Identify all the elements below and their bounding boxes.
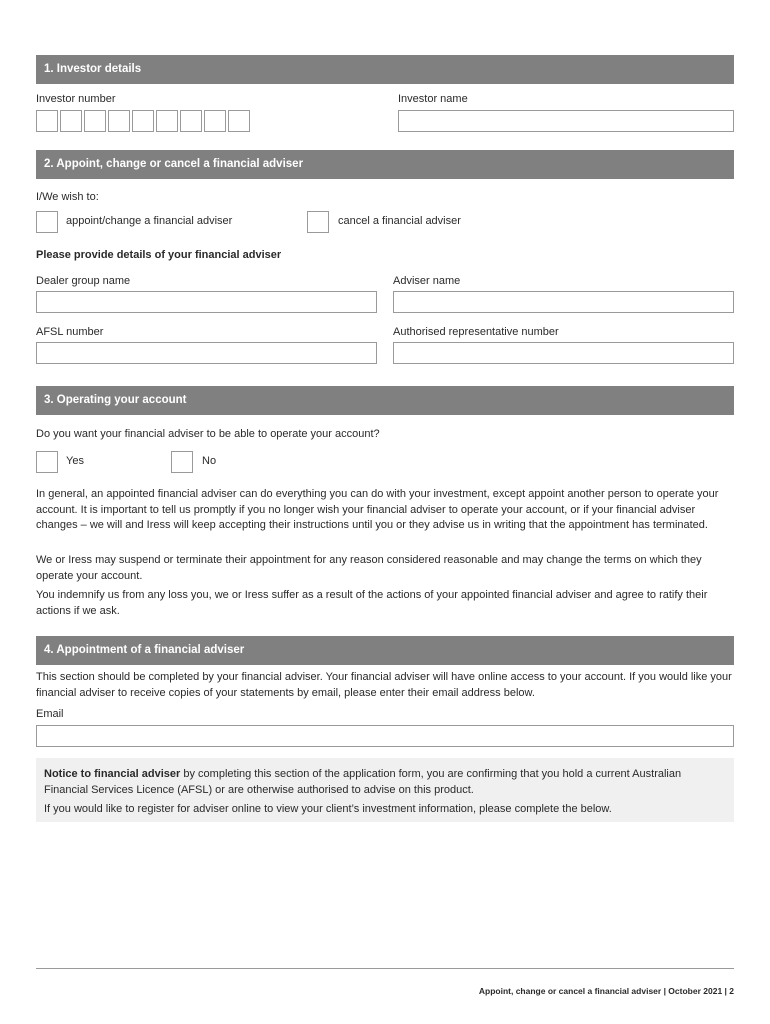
investor-number-label: Investor number [36, 93, 116, 105]
cancel-adviser-label: cancel a financial adviser [338, 215, 461, 227]
investor-number-digit[interactable] [204, 110, 226, 132]
investor-name-field[interactable] [398, 110, 734, 132]
email-label: Email [36, 708, 64, 720]
email-field[interactable] [36, 725, 734, 747]
notice-register-text: If you would like to register for adviser online to view your client’s investment information, please complete the below. [44, 803, 612, 815]
operate-account-paragraph-1: In general, an appointed financial adviser can do everything you can do with your investment, except appoint another person to operate your account. It is important to tell us promptly if you no longer wish your financial adviser to operate your account, or if your financial adviser changes – we will and Iress will keep accepting their instructions until you or they advise us in writing that the appointment has terminated. [36, 488, 719, 531]
operate-account-question: Do you want your financial adviser to be able to operate your account? [36, 428, 380, 440]
operate-account-paragraph-2: We or Iress may suspend or terminate their appointment for any reason considered reasonable and may change the terms on which they operate your account. [36, 554, 702, 582]
footer-text: Appoint, change or cancel a financial adviser | October 2021 | 2 [478, 986, 734, 996]
appoint-change-label: appoint/change a financial adviser [66, 215, 233, 227]
authorised-rep-field[interactable] [393, 342, 734, 364]
investor-number-digit[interactable] [180, 110, 202, 132]
operate-no-label: No [202, 455, 217, 467]
dealer-group-field[interactable] [36, 291, 377, 313]
appointment-intro: This section should be completed by your financial adviser. Your financial adviser will have online access to your account. If you would like your financial adviser to receive copies of your statements by email, please enter their email address below. [36, 671, 732, 699]
appoint-change-checkbox[interactable] [36, 211, 58, 233]
section-1-header: 1. Investor details [36, 55, 734, 84]
investor-number-digit[interactable] [228, 110, 250, 132]
adviser-name-field[interactable] [393, 291, 734, 313]
operate-account-paragraph-3: You indemnify us from any loss you, we or Iress suffer as a result of the actions of your appointed financial adviser and agree to ratify their actions if we ask. [36, 589, 708, 617]
operate-no-checkbox[interactable] [171, 451, 193, 473]
notice-text: by completing this section of the application form, you are confirming that you hold a current Australian Financial Services Licence (AFSL) or are otherwise authorised to advise on this product. [44, 768, 682, 796]
afsl-number-field[interactable] [36, 342, 377, 364]
section-3-header: 3. Operating your account [36, 386, 734, 415]
investor-number-digit[interactable] [108, 110, 130, 132]
section-4-header: 4. Appointment of a financial adviser [36, 636, 734, 665]
notice-paragraph [44, 767, 726, 798]
investor-number-digit[interactable] [132, 110, 154, 132]
investor-name-label: Investor name [398, 93, 468, 105]
cancel-adviser-checkbox[interactable] [307, 211, 329, 233]
notice-heading: Notice to financial adviser [44, 768, 181, 780]
authorised-rep-label: Authorised representative number [393, 326, 559, 338]
investor-number-digit[interactable] [84, 110, 106, 132]
adviser-details-heading: Please provide details of your financial adviser [36, 249, 282, 261]
adviser-notice-box [36, 758, 734, 822]
operate-yes-label: Yes [66, 455, 84, 467]
section-2-header: 2. Appoint, change or cancel a financial adviser [36, 150, 734, 179]
wish-label: I/We wish to: [36, 191, 99, 203]
footer-divider [36, 968, 734, 969]
investor-number-digit[interactable] [156, 110, 178, 132]
adviser-name-label: Adviser name [393, 275, 461, 287]
operate-yes-checkbox[interactable] [36, 451, 58, 473]
afsl-number-label: AFSL number [36, 326, 104, 338]
dealer-group-label: Dealer group name [36, 275, 131, 287]
investor-number-digit[interactable] [60, 110, 82, 132]
investor-number-digit[interactable] [36, 110, 58, 132]
